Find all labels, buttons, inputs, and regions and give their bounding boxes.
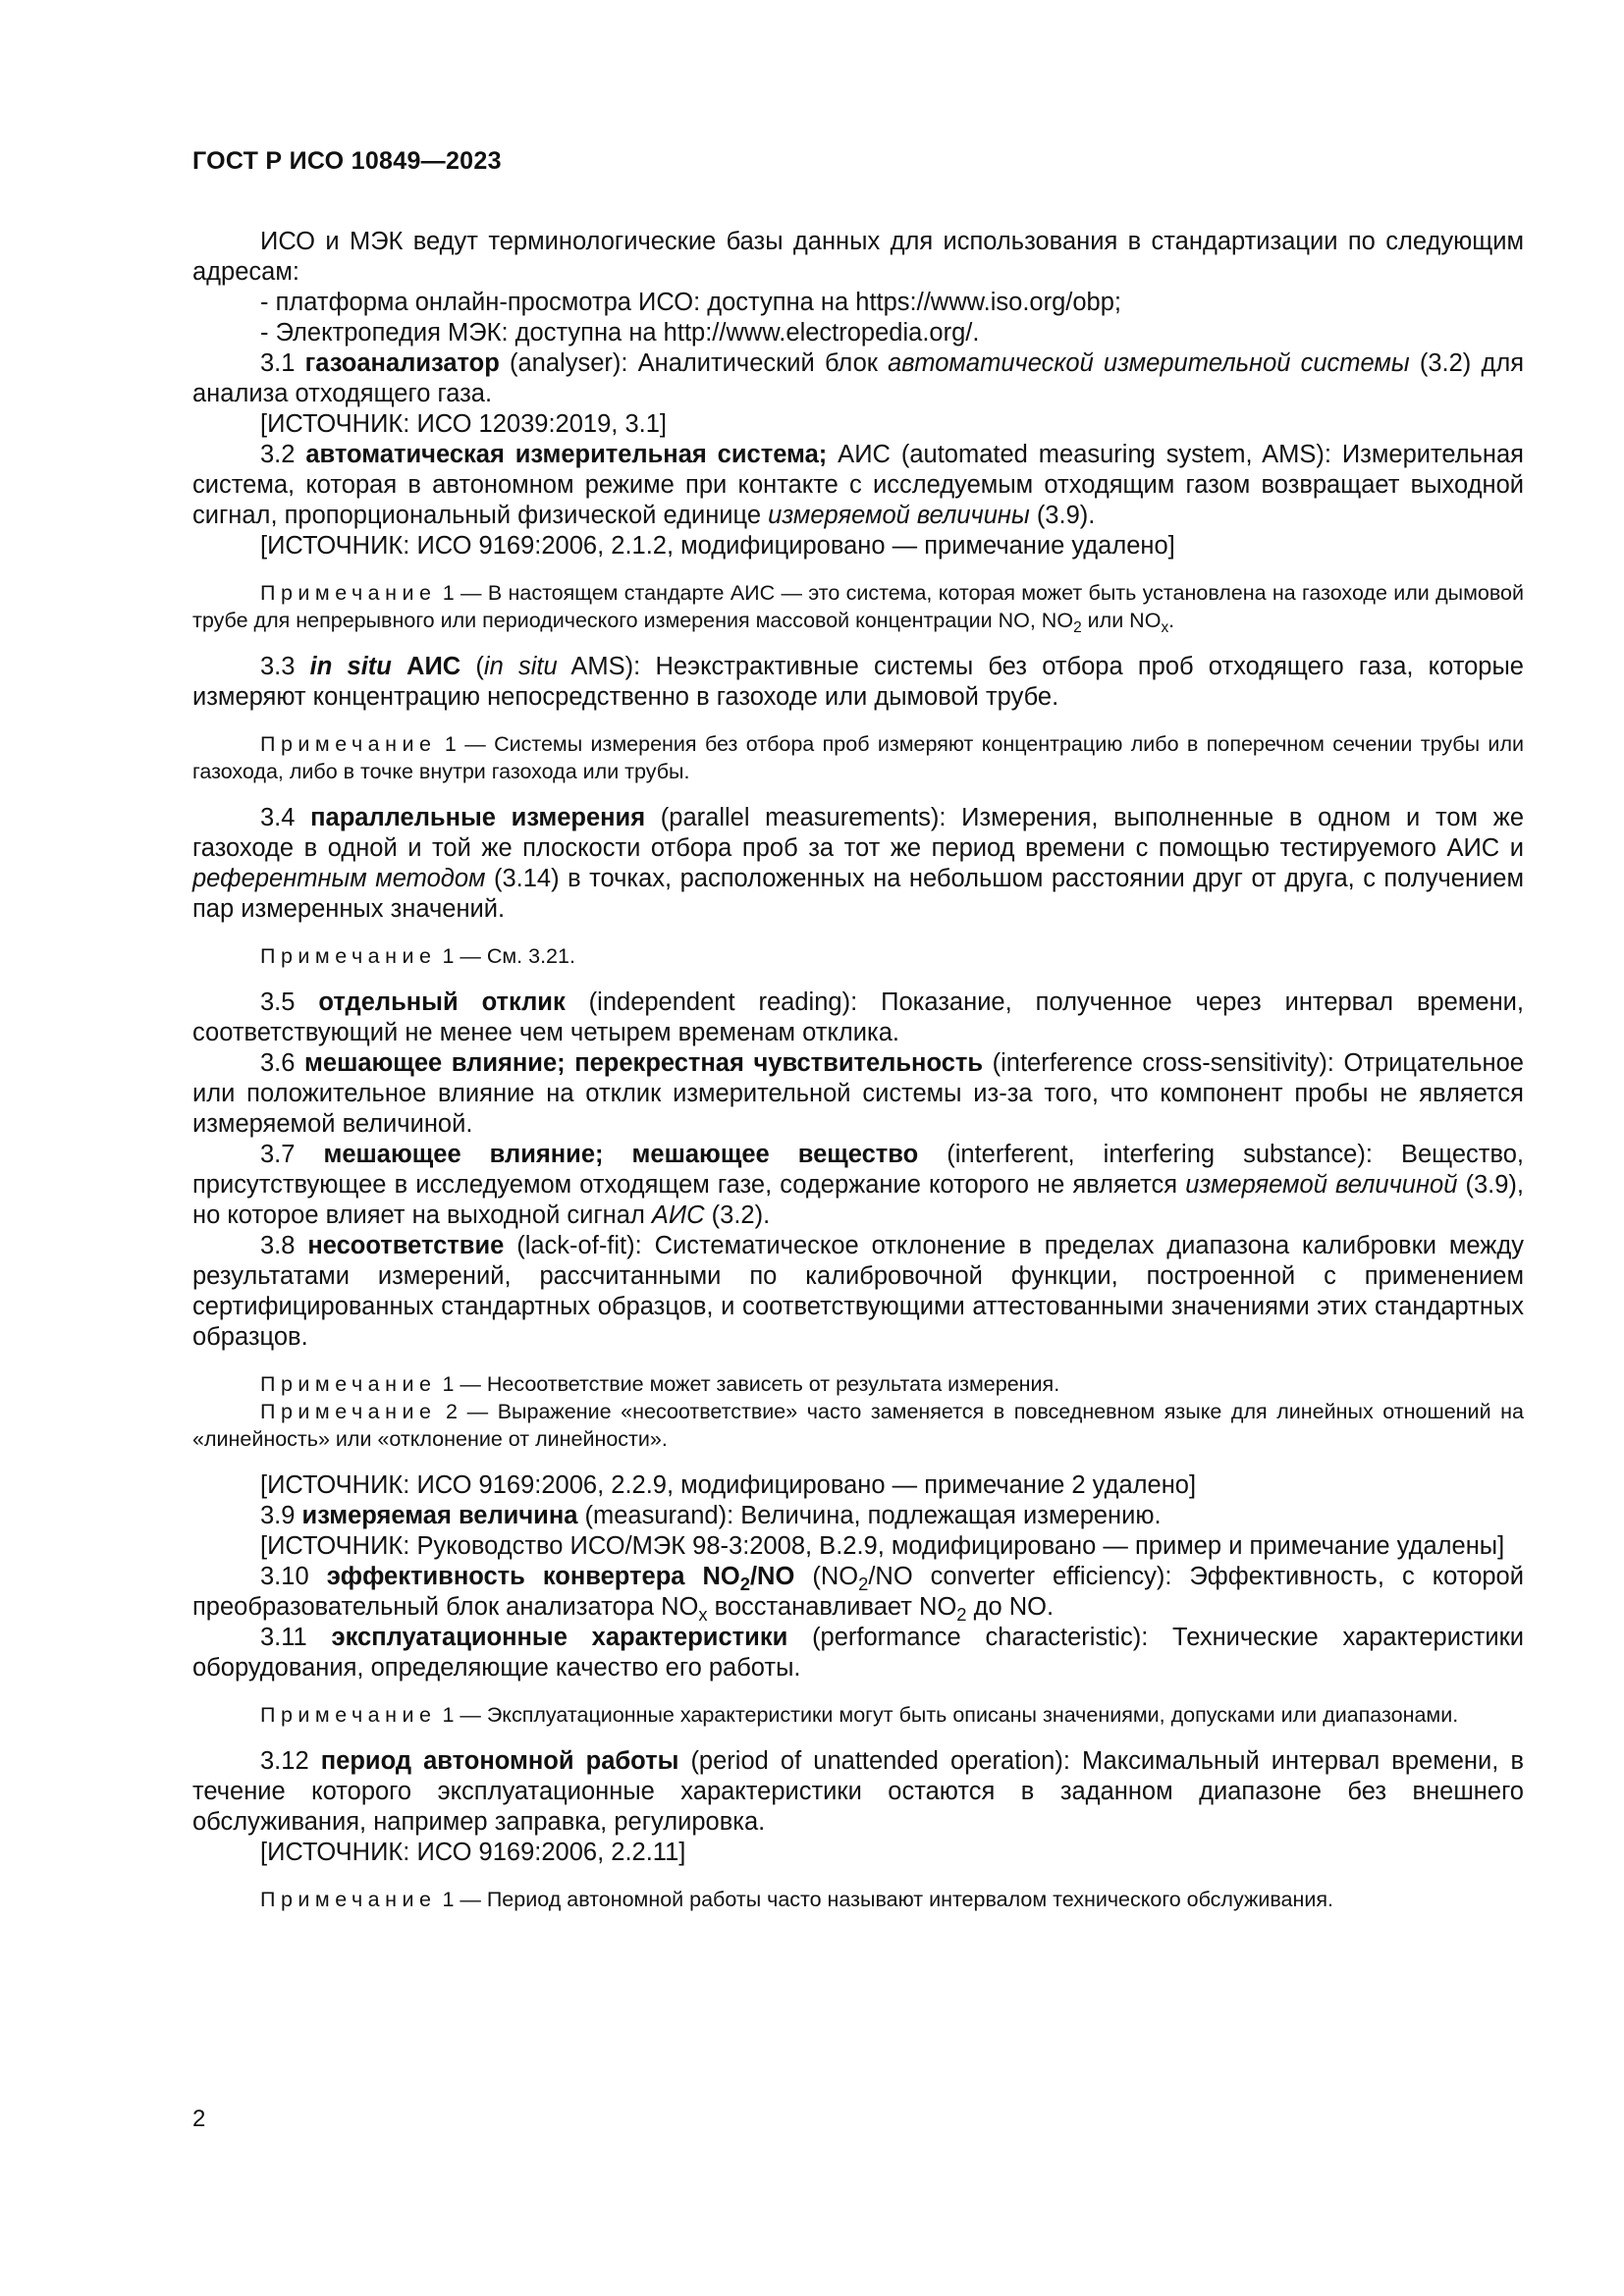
term-3-1: 3.1 газоанализатор (analyser): Аналитический блок автоматической измерительной системы (3.2) для анализа отходящего газа. [192,349,1525,407]
term-3-5-title: отдельный отклик [318,988,566,1016]
term-3-7-title: мешающее влияние; мешающее вещество [323,1141,919,1168]
term-3-10-title: эффективность конвертера $NO_2/NO$ [326,1563,795,1594]
term-3-11-title: эксплуатационные характеристики [331,1624,788,1651]
intro-item-iso: - платформа онлайн-просмотра ИСО: доступна на https://www.iso.org/obp; [260,289,1121,316]
term-3-6-title: мешающее влияние; перекрестная чувствительность [304,1049,984,1077]
term-3-12: 3.12 период автономной работы (period of unattended operation): Максимальный интервал времени, в течение которого эксплуатационные характеристики остаются в заданном диапазоне без внешнего обслуживания, например заправка, регулировка. [192,1747,1524,1836]
source-3-8: [ИСТОЧНИК: ИСО 9169:2006, 2.2.9, модифицировано — примечание 2 удалено] [260,1471,1197,1499]
note-3-3: Примечание 1 — Системы измерения без отбора проб измеряют концентрацию либо в поперечном сечении трубы или газохода, либо в точке внутри газохода или трубы. [192,732,1524,783]
term-3-3: 3.3 in situ АИС (in situ AMS): Неэкстрактивные системы без отбора проб отходящего газа, которые измеряют концентрацию непосредственно в газоходе или дымовой трубе. [192,653,1524,711]
term-3-8: 3.8 несоответствие (lack-of-fit): Систематическое отклонение в пределах диапазона калибровки между результатами измерений, рассчитанными по калибровочной функции, построенной с применением сертифицированных стандартных образцов, и соответствующими аттестованными значениями этих стандартных образцов. [192,1232,1524,1351]
source-3-9: [ИСТОЧНИК: Руководство ИСО/МЭК 98-3:2008, B.2.9, модифицировано — пример и примечание удалены] [260,1532,1505,1560]
source-3-1: [ИСТОЧНИК: ИСО 12039:2019, 3.1] [260,410,667,438]
note-3-8-1: Примечание 1 — Несоответствие может зависеть от результата измерения. [260,1372,1060,1396]
note-3-2: Примечание 1 — В настоящем стандарте АИС — это система, которая может быть установлена на газоходе или дымовой трубе для непрерывного или периодического измерения массовой концентрации NO, $NO_2$ или $NO_x$. [192,581,1524,636]
term-3-5: 3.5 отдельный отклик (independent reading): Показание, полученное через интервал времени, соответствующий не менее чем четырем временам отклика. [192,988,1524,1046]
note-3-11: Примечание 1 — Эксплуатационные характеристики могут быть описаны значениями, допусками или диапазонами. [260,1703,1459,1727]
term-3-11: 3.11 эксплуатационные характеристики (performance characteristic): Технические характеристики оборудования, определяющие качество его работы. [192,1624,1525,1682]
term-3-2-title: автоматическая измерительная система; [305,441,828,468]
term-3-9-title: измеряемая величина [301,1502,578,1529]
term-3-3-title: in situ АИС [309,653,461,680]
term-3-8-title: несоответствие [307,1232,505,1259]
source-3-2: [ИСТОЧНИК: ИСО 9169:2006, 2.1.2, модифицировано — примечание удалено] [260,532,1175,560]
term-3-9: 3.9 измеряемая величина (measurand): Величина, подлежащая измерению. [260,1502,1162,1529]
note-3-4: Примечание 1 — См. 3.21. [260,944,575,968]
page-number: 2 [192,2106,206,2132]
term-3-1-title: газоанализатор [304,349,500,377]
term-3-4-title: параллельные измерения [310,804,646,831]
term-3-7: 3.7 мешающее влияние; мешающее вещество (interferent, interfering substance): Вещество, присутствующее в исследуемом отходящем газе, содержание которого не является измеряемой величиной (3.9), но которое влияет на выходной сигнал АИС (3.2). [192,1141,1524,1229]
document-body [192,227,1524,1913]
intro-paragraph: ИСО и МЭК ведут терминологические базы данных для использования в стандартизации по следующим адресам: [192,228,1524,286]
term-3-6: 3.6 мешающее влияние; перекрестная чувствительность (interference cross-sensitivity): Отрицательное или положительное влияние на отклик измерительной системы из-за того, что компонент пробы не является измеряемой величиной. [192,1049,1524,1138]
document-page [192,0,1524,2296]
term-3-10: 3.10 эффективность конвертера $NO_2/NO$ ($NO_2/NO$ converter efficiency): Эффективность, с которой преобразовательный блок анализатора $NO_x$ восстанавливает $NO_2$ до NO. [192,1563,1524,1625]
note-3-8-2: Примечание 2 — Выражение «несоответствие» часто заменяется в повседневном языке для линейных отношений на «линейность» или «отклонение от линейности». [192,1400,1524,1451]
source-3-12: [ИСТОЧНИК: ИСО 9169:2006, 2.2.11] [260,1839,686,1866]
intro-item-iec: - Электропедия МЭК: доступна на http://www.electropedia.org/. [260,319,980,347]
term-3-12-title: период автономной работы [320,1747,679,1775]
term-3-4: 3.4 параллельные измерения (parallel measurements): Измерения, выполненные в одном и том же газоходе в одной и той же плоскости отбора проб за тот же период времени с помощью тестируемого АИС и референтным методом (3.14) в точках, расположенных на небольшом расстоянии друг от друга, с получением пар измеренных значений. [192,804,1524,923]
term-3-2: 3.2 автоматическая измерительная система; АИС (automated measuring system, AMS): Измерительная система, которая в автономном режиме при контакте с исследуемым отходящим газом возвращает выходной сигнал, пропорциональный физической единице измеряемой величины (3.9). [192,441,1524,529]
page-header: ГОСТ Р ИСО 10849—2023 [192,147,502,175]
note-3-12: Примечание 1 — Период автономной работы часто называют интервалом технического обслуживания. [260,1888,1333,1911]
